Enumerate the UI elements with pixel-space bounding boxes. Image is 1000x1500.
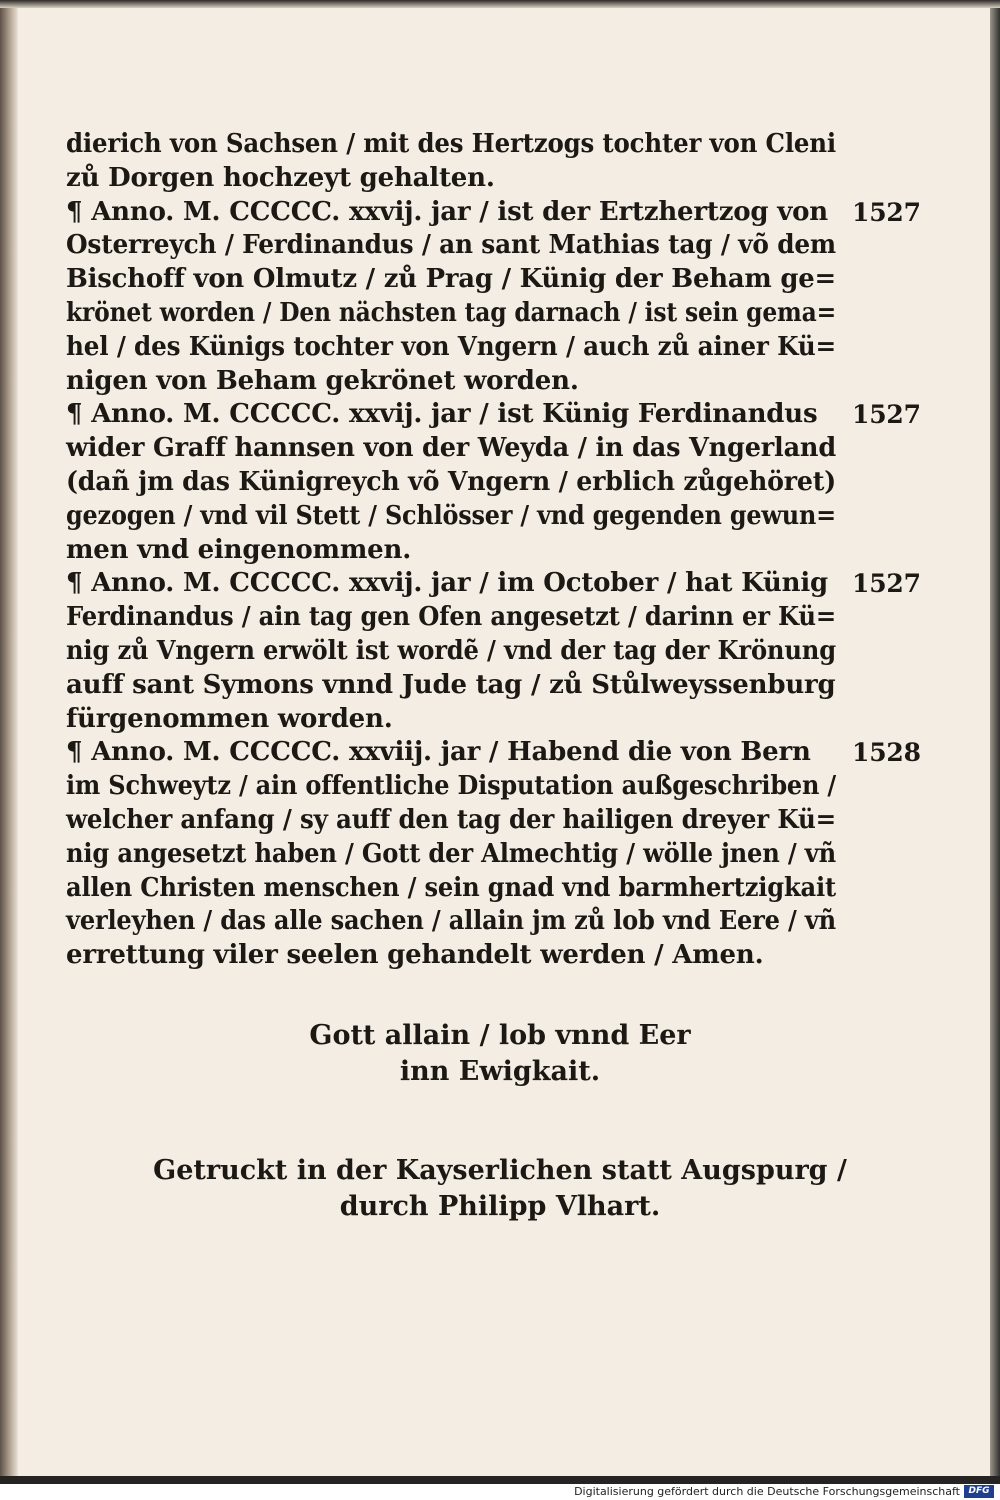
text-line-content: men vnd eingenommen. <box>66 534 412 565</box>
text-line-content: hel / des Künigs tochter von Vngern / auch zů ainer Kü= <box>66 331 836 362</box>
text-line-content: ¶ Anno. M. CCCCC. xxvij. jar / ist der Ertzhertzog von <box>66 196 828 227</box>
text-line <box>66 736 986 770</box>
page-edge-left <box>0 0 18 1484</box>
page-edge-bottom <box>0 1476 1000 1484</box>
text-line <box>66 804 986 838</box>
colophon <box>0 1153 1000 1225</box>
text-line-content: errettung viler seelen gehandelt werden / Amen. <box>66 940 764 971</box>
text-line-content: Osterreych / Ferdinandus / an sant Mathias tag / võ dem <box>66 230 836 261</box>
text-line-content: Bischoff von Olmutz / zů Prag / Künig der Beham ge= <box>66 264 836 295</box>
margin-year: 1527 <box>852 569 921 599</box>
text-line-content: (dañ jm das Künigreych võ Vngern / erblich zůgehöret) <box>66 466 836 497</box>
text-line <box>66 466 986 500</box>
text-line <box>66 939 986 973</box>
text-line-content: gezogen / vnd vil Stett / Schlösser / vnd gegenden gewun= <box>66 500 836 531</box>
text-line <box>66 297 986 331</box>
text-line <box>66 229 986 263</box>
margin-year: 1527 <box>852 197 921 227</box>
colophon-line: durch Philipp Vlhart. <box>339 1191 661 1222</box>
text-line-content: verleyhen / das alle sachen / allain jm zů lob vnd Eere / vñ <box>66 906 836 937</box>
text-line <box>66 500 986 534</box>
text-line-content: wider Graff hannsen von der Weyda / in das Vngerland <box>66 433 836 464</box>
digitization-footer <box>0 1484 1000 1500</box>
text-line-content: nig angesetzt haben / Gott der Almechtig / wölle jnen / vñ <box>66 838 836 869</box>
text-line-content: auff sant Symons vnnd Jude tag / zů Stůlweyssenburg <box>66 669 836 700</box>
funding-credit: Digitalisierung gefördert durch die Deutsche Forschungsgemeinschaft <box>574 1485 960 1498</box>
text-line-content: krönet worden / Den nächsten tag darnach / ist sein gema= <box>66 297 836 328</box>
closing-line: inn Ewigkait. <box>399 1056 601 1087</box>
text-line <box>66 567 986 601</box>
text-line <box>66 635 986 669</box>
margin-year: 1527 <box>852 400 921 430</box>
closing-formula <box>0 1018 1000 1090</box>
page-edge-right <box>990 0 1000 1484</box>
text-line <box>66 905 986 939</box>
colophon-line: Getruckt in der Kayserlichen statt Augspurg / <box>153 1155 847 1186</box>
text-line <box>66 534 986 568</box>
text-line <box>66 703 986 737</box>
text-line-content: ¶ Anno. M. CCCCC. xxvij. jar / ist Künig Ferdinandus <box>66 399 818 430</box>
text-line-content: dierich von Sachsen / mit des Hertzogs tochter von Cleni <box>66 129 836 159</box>
text-line-content: Ferdinandus / ain tag gen Ofen angesetzt / darinn er Kü= <box>66 602 836 633</box>
text-line-content: nigen von Beham gekrönet worden. <box>66 365 579 396</box>
text-line <box>66 432 986 466</box>
text-line <box>66 669 986 703</box>
text-line <box>66 838 986 872</box>
text-line <box>66 162 986 196</box>
page-edge-top <box>0 0 1000 8</box>
text-line <box>66 872 986 906</box>
text-line-content: allen Christen menschen / sein gnad vnd barmhertzigkait <box>66 872 836 903</box>
text-line <box>66 196 986 230</box>
text-line <box>66 365 986 399</box>
main-text-block <box>66 128 986 973</box>
text-line <box>66 128 986 162</box>
dfg-logo: DFG <box>964 1485 994 1498</box>
margin-year: 1528 <box>852 738 921 768</box>
text-line <box>66 331 986 365</box>
text-line-content: ¶ Anno. M. CCCCC. xxvij. jar / im October / hat Künig <box>66 568 828 599</box>
text-line <box>66 263 986 297</box>
text-line <box>66 601 986 635</box>
text-line <box>66 770 986 804</box>
text-line-content: fürgenommen worden. <box>66 703 393 734</box>
text-line-content: welcher anfang / sy auff den tag der hailigen dreyer Kü= <box>66 804 836 835</box>
text-line-content: nig zů Vngern erwölt ist wordẽ / vnd der tag der Krönung <box>66 635 836 666</box>
text-line-content: zů Dorgen hochzeyt gehalten. <box>66 162 495 193</box>
text-line <box>66 398 986 432</box>
closing-line: Gott allain / lob vnnd Eer <box>309 1020 691 1051</box>
text-line-content: im Schweytz / ain offentliche Disputation außgeschriben / <box>66 771 836 802</box>
text-line-content: ¶ Anno. M. CCCCC. xxviij. jar / Habend die von Bern <box>66 737 811 768</box>
